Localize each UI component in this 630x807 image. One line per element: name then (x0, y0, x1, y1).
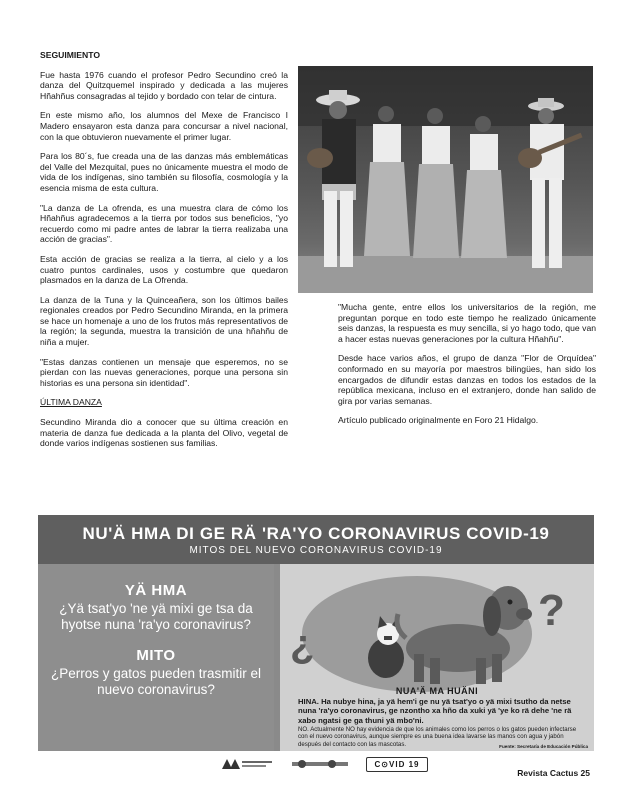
myth-panel (38, 564, 274, 751)
page-footer: Revista Cactus 25 (517, 768, 590, 778)
myth-heading-hnahnu: YÄ HMA (124, 582, 188, 599)
institution-logo-icon (220, 757, 276, 771)
article-left-column (40, 50, 288, 458)
secondary-logo-icon (292, 759, 348, 769)
source-credit: Fuente: Secretaría de Educación Pública (499, 744, 588, 749)
paragraph: En este mismo año, los alumnos del Mexe de Francisco I Madero ensayaron esta danza para concursar a nivel nacional, con la que obtuvieron nuevamente el primer lugar. (40, 110, 288, 142)
paragraph: Fue hasta 1976 cuando el profesor Pedro Secundino creó la danza del Quitzquemel inspirado y dedicada a las mujeres Hñahñus consagradas al tejido y bordado con telar de cintura. (40, 69, 288, 101)
answer-spanish: NO. Actualmente NO hay evidencia de que los animales como los perros o los gatos pueden infectarse con el nuevo coronavirus, aunque siempre es una buena idea lavarse las manos con agua y jabón después del contacto con las mascotas. (298, 726, 577, 748)
answer-title: NUA'Ä MA HUÄNI (395, 686, 479, 696)
paragraph: Esta acción de gracias se realiza a la tierra, al cielo y a los cuatro puntos cardinales, usos y costumbre que quedaron plasmados en la danza de La Ofrenda. (40, 253, 288, 286)
paragraph: "Estas danzas contienen un mensaje que esperemos, no se pierdan con las nuevas generaciones, porque una persona sin historias es una persona sin identidad". (40, 356, 288, 388)
myth-question-hnahnu: ¿Yä tsat'yo 'ne yä mixi ge tsa da hyotse nuna 'ra'yo coronavirus? (59, 601, 253, 632)
inverted-question-mark: ¿ (290, 622, 315, 666)
dancers-photo (298, 66, 593, 293)
footer-logos (220, 757, 440, 771)
covid19-logo: C⊙VID 19 (366, 757, 428, 772)
covid-subtitle: MITOS DEL NUEVO CORONAVIRUS COVID-19 (189, 545, 443, 556)
paragraph: La danza de la Tuna y la Quinceañera, son los últimos bailes regionales creados por Pedro Secundino Miranda, en la primera se hace un homenaje a uno de los frutos más representativos de la región; la segunda, muestra la transición de una hñahñu de niña a mujer. (40, 294, 288, 348)
section-heading-seguimiento: SEGUIMIENTO (40, 50, 101, 60)
paragraph: Desde hace varios años, el grupo de danza "Flor de Orquídea" conformado en su mayoría por maestros bilingües, han sido los encargados de difundir estas danzas en todos los estados de la república mexicana, incluso en el extranjero, donde han salido de gira por varias semanas. (338, 353, 596, 406)
covid-banner (38, 515, 594, 564)
answer-hnahnu: HINA. Ha nubye hina, ja yä hem'i ge nu yä tsat'yo o yä mixi tsutho da netse nuna 'ra'yo coronavirus, ge nzontho xa hño da xuki yä 'ye ko rä dehe 'ne rä xabo ngatsi ge ga thuni yä mbo'ni. (298, 697, 572, 725)
paragraph: "Mucha gente, entre ellos los universitarios de la región, me preguntan porque en todo este tiempo he realizado únicamente seis danzas, la respuesta es muy sencilla, si yo hago todo, que van a hacer estas nuevas generaciones por la cultura Hñahñu". (338, 302, 596, 344)
covid-title: NU'Ä HMA DI GE RÄ 'RA'YO CORONAVIRUS COVID-19 (82, 524, 550, 543)
covid-infographic (38, 515, 594, 751)
article-right-column (338, 302, 596, 435)
section-heading-ultima-danza: ÚLTIMA DANZA (40, 397, 102, 408)
answer-panel (280, 564, 594, 751)
paragraph: Para los 80´s, fue creada una de las danzas más emblemáticas del Valle del Mezquital, pues no únicamente muestra el modo de vida de los indígenas, sino también su filosofía, cosmología y la esencia misma de esta cultura. (40, 151, 288, 193)
paragraph: Artículo publicado originalmente en Foro 21 Hidalgo. (338, 415, 539, 426)
myth-question-spanish: ¿Perros y gatos pueden trasmitir el nuevo coronavirus? (50, 666, 262, 697)
myth-heading-spanish: MITO (136, 647, 176, 664)
paragraph: "La danza de La ofrenda, es una muestra clara de cómo los Hñahñus agradecemos a la tierra por todos sus beneficios, "yo recuerdo como mi padre antes de labrar la tierra realizaba una acción de gracias". (40, 202, 288, 245)
question-mark: ? (538, 586, 565, 635)
cat-and-dog-illustration (358, 578, 538, 688)
paragraph: Secundino Miranda dio a conocer que su última creación en materia de danza fue dedicada a la planta del Olivo, vegetal de donde varios indígenas sostienen sus familias. (40, 417, 288, 449)
